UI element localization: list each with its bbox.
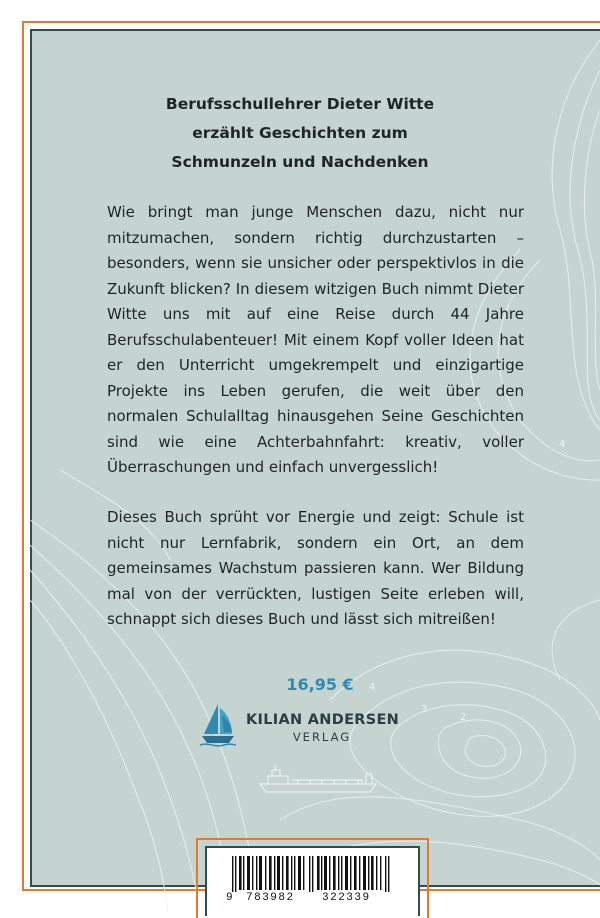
contour-label: 3: [421, 704, 428, 715]
publisher-name: KILIAN ANDERSEN: [246, 712, 400, 728]
barcode-first-digit: 9: [226, 892, 233, 904]
blurb-paragraph-2: Dieses Buch sprüht vor Energie und zeigt: Schule ist nicht nur Lernfabrik, sondern ein Ort, an dem gemeinsames Wachstum passieren kann. Wer Bildung mal von der verrückten, lustigen Seite erleben will, schnappt sich dieses Buch und lässt sich mitreißen!: [107, 508, 524, 628]
cover-tagline: Berufsschullehrer Dieter Witte erzählt Geschichten zum Schmunzeln und Nachdenken: [165, 95, 435, 171]
contour-label: 4: [559, 439, 566, 450]
blurb-paragraph-1: Wie bringt man junge Menschen dazu, nicht nur mitzumachen, sondern richtig durchzustarten – besonders, wenn sie unsicher oder perspektivlos in die Zukunft blicken? In diesem witzigen Buch nimmt Dieter Witte uns mit auf eine Reise durch 44 Jahre Berufsschulabenteuer! Mit einem Kopf voller Ideen hat er den Unterricht umgekrempelt und einzigartige Projekte ins Leben gerufen, die weit über den normalen Schulalltag hinausgehen Seine Geschichten sind wie eine Achterbahnfahrt: kreativ, voller Überraschungen und einfach unvergesslich!: [107, 203, 524, 476]
ship-icon: [258, 764, 382, 794]
barcode-right-group: 322339: [322, 892, 371, 904]
publisher-subtitle: VERLAG: [292, 730, 352, 744]
price-label: 16,95 €: [286, 675, 354, 694]
barcode-number: [226, 892, 401, 908]
barcode: [228, 856, 398, 896]
barcode-left-group: 783982: [246, 892, 295, 904]
sailboat-icon: [198, 700, 238, 748]
contour-label: 2: [460, 712, 467, 723]
contour-label: 4: [369, 682, 376, 693]
publisher-logo: [198, 700, 408, 748]
